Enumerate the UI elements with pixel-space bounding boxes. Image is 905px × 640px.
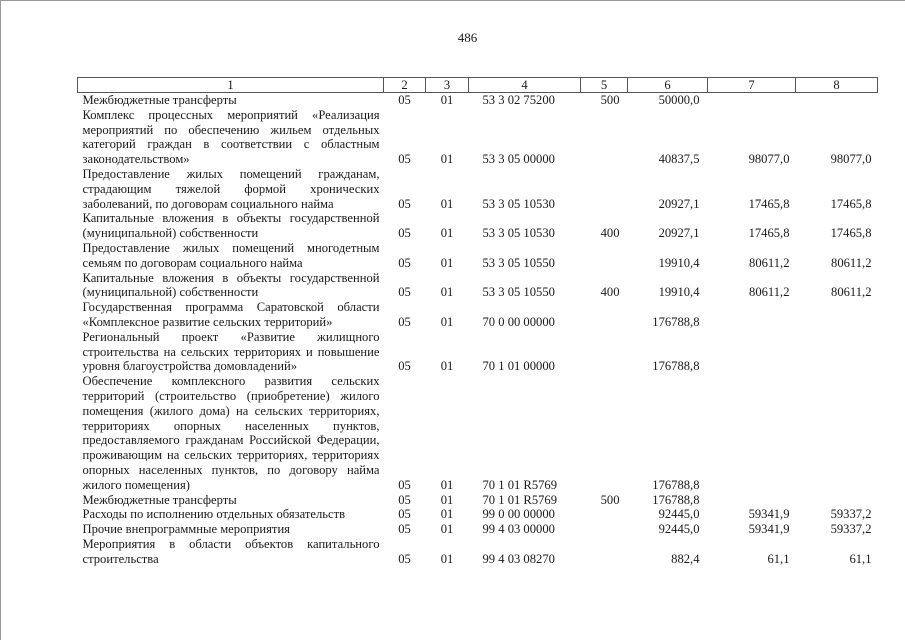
row-subsection: 01 [440, 255, 454, 270]
row-amount-col8 [796, 93, 878, 108]
row-expense-type [581, 537, 628, 567]
table-header [78, 78, 878, 93]
row-target-code: 70 1 01 R5769 [482, 477, 558, 492]
row-amount-col7: 17465,8 [748, 226, 790, 241]
row-amount-col8: 59337,2 [830, 522, 872, 537]
row-subsection: 01 [440, 93, 454, 107]
row-subsection: 01 [440, 285, 454, 300]
row-subsection: 01 [440, 492, 454, 507]
row-subsection: 01 [440, 196, 454, 211]
row-amount-col6: 20927,1 [658, 226, 700, 241]
row-amount-col7: 17465,8 [748, 196, 790, 211]
row-expense-type [581, 167, 628, 211]
table-row [78, 211, 878, 241]
row-target-code: 53 3 05 10550 [482, 255, 555, 270]
row-amount-col6: 176788,8 [652, 477, 700, 492]
table-row [78, 374, 878, 492]
row-amount-col6: 50000,0 [658, 93, 700, 107]
table-row [78, 300, 878, 330]
row-target-code: 53 3 05 00000 [482, 152, 555, 167]
row-amount-col6: 882,4 [671, 551, 700, 566]
row-amount-col8 [796, 493, 878, 508]
row-amount-col6: 19910,4 [658, 255, 700, 270]
row-target-code: 53 3 05 10530 [482, 226, 555, 241]
row-section: 05 [398, 359, 411, 374]
row-subsection: 01 [440, 359, 454, 374]
row-amount-col7 [708, 374, 796, 492]
row-amount-col6: 92445,0 [658, 522, 700, 537]
row-expense-type [581, 241, 628, 271]
row-section: 05 [398, 255, 411, 270]
row-section: 05 [398, 492, 411, 507]
row-target-code: 53 3 02 75200 [482, 93, 555, 107]
row-amount-col7: 61,1 [767, 551, 790, 566]
row-subsection: 01 [440, 477, 454, 492]
row-subsection: 01 [440, 314, 454, 329]
row-section: 05 [398, 314, 411, 329]
row-target-code: 70 1 01 00000 [482, 359, 555, 374]
row-target-code: 99 4 03 00000 [482, 522, 555, 537]
row-subsection: 01 [440, 152, 454, 167]
row-name: Региональный проект «Развитие жилищного строительства на сельских территориях и повышение уровня благоустройства домовладений» [82, 329, 380, 374]
row-amount-col7 [708, 300, 796, 330]
row-subsection: 01 [440, 551, 454, 566]
header-row [78, 78, 878, 93]
row-section: 05 [398, 507, 411, 522]
row-expense-type [581, 300, 628, 330]
row-section: 05 [398, 285, 411, 300]
row-amount-col6: 92445,0 [658, 507, 700, 522]
row-amount-col7 [708, 493, 796, 508]
row-amount-col8: 80611,2 [831, 285, 872, 300]
row-section: 05 [398, 522, 411, 537]
row-target-code: 70 1 01 R5769 [482, 492, 558, 507]
budget-table [77, 77, 878, 567]
row-amount-col7: 59341,9 [748, 507, 790, 522]
row-amount-col6: 40837,5 [658, 152, 700, 167]
row-name: Предоставление жилых помещений гражданам, страдающим тяжелой формой хронических заболеваний, по договорам социального найма [82, 166, 380, 211]
row-subsection: 01 [440, 507, 454, 522]
row-amount-col7 [708, 93, 796, 108]
row-subsection: 01 [440, 522, 454, 537]
row-target-code: 53 3 05 10550 [482, 285, 555, 300]
header-col-4: 4 [469, 78, 581, 93]
row-name: Комплекс процессных мероприятий «Реализация мероприятий по обеспечению жильем отдельных категорий граждан в соответствии с областным законодательством» [82, 107, 380, 167]
row-target-code: 99 4 03 08270 [482, 551, 555, 566]
row-name: Расходы по исполнению отдельных обязательств [82, 507, 346, 522]
row-expense-type [581, 522, 628, 537]
row-expense-type [581, 374, 628, 492]
row-name: Прочие внепрограммные мероприятия [82, 522, 290, 537]
header-col-3: 3 [426, 78, 469, 93]
row-name: Предоставление жилых помещений многодетным семьям по договорам социального найма [82, 240, 380, 270]
row-amount-col8 [796, 300, 878, 330]
row-section: 05 [398, 477, 411, 492]
row-subsection: 01 [440, 226, 454, 241]
table-body [78, 93, 878, 567]
row-amount-col8: 98077,0 [830, 152, 872, 167]
row-section: 05 [398, 196, 411, 211]
row-expense-type: 400 [600, 226, 620, 241]
row-expense-type [581, 330, 628, 374]
header-col-1: 1 [78, 78, 384, 93]
table-row [78, 241, 878, 271]
row-expense-type: 500 [600, 93, 620, 107]
table-row [78, 271, 878, 301]
header-col-2: 2 [384, 78, 426, 93]
row-section: 05 [398, 152, 411, 167]
row-amount-col7: 80611,2 [749, 255, 790, 270]
row-amount-col6: 176788,8 [652, 492, 700, 507]
row-amount-col6: 20927,1 [658, 196, 700, 211]
table-row [78, 507, 878, 522]
row-amount-col6: 176788,8 [652, 359, 700, 374]
row-amount-col8: 17465,8 [830, 226, 872, 241]
row-section: 05 [398, 226, 411, 241]
header-col-8: 8 [796, 78, 878, 93]
row-name: Обеспечение комплексного развития сельских территорий (строительство (приобретение) жилого помещения (жилого дома) на сельских территориях, территориях опорных населенных пунктов, предоставляемого гражданам Российской Федерации, проживающим на сельских территориях, территориях опорных населенных пунктов, по договору найма жилого помещения) [82, 374, 380, 492]
row-amount-col8: 17465,8 [830, 196, 872, 211]
page-number: 486 [457, 30, 478, 45]
row-expense-type: 500 [600, 492, 620, 507]
row-amount-col7 [708, 330, 796, 374]
row-name: Капитальные вложения в объекты государственной (муниципальной) собственности [82, 270, 380, 300]
row-expense-type [581, 108, 628, 167]
row-target-code: 99 0 00 00000 [482, 507, 555, 522]
row-name: Межбюджетные трансферты [82, 492, 237, 507]
row-amount-col8: 61,1 [849, 551, 872, 566]
table-row [78, 330, 878, 374]
row-target-code: 70 0 00 00000 [482, 314, 555, 329]
row-amount-col8 [796, 330, 878, 374]
table-row [78, 493, 878, 508]
header-col-6: 6 [628, 78, 708, 93]
row-amount-col7: 59341,9 [748, 522, 790, 537]
row-name: Государственная программа Саратовской области «Комплексное развитие сельских территорий» [82, 300, 380, 329]
row-amount-col6: 176788,8 [652, 314, 700, 329]
row-amount-col7: 80611,2 [749, 285, 790, 300]
row-target-code: 53 3 05 10530 [482, 196, 555, 211]
header-col-7: 7 [708, 78, 796, 93]
row-name: Межбюджетные трансферты [82, 93, 237, 107]
row-name: Мероприятия в области объектов капитального строительства [82, 536, 380, 566]
row-amount-col8: 59337,2 [830, 507, 872, 522]
row-amount-col8: 80611,2 [831, 255, 872, 270]
row-section: 05 [398, 551, 411, 566]
table-row [78, 167, 878, 211]
row-amount-col7: 98077,0 [748, 152, 790, 167]
row-amount-col8 [796, 374, 878, 492]
row-name: Капитальные вложения в объекты государственной (муниципальной) собственности [82, 211, 380, 241]
header-col-5: 5 [581, 78, 628, 93]
row-expense-type [581, 507, 628, 522]
table-row [78, 93, 878, 108]
row-section: 05 [398, 93, 411, 107]
row-expense-type: 400 [600, 285, 620, 300]
table-row [78, 108, 878, 167]
table-row [78, 537, 878, 567]
row-amount-col6: 19910,4 [658, 285, 700, 300]
table-row [78, 522, 878, 537]
